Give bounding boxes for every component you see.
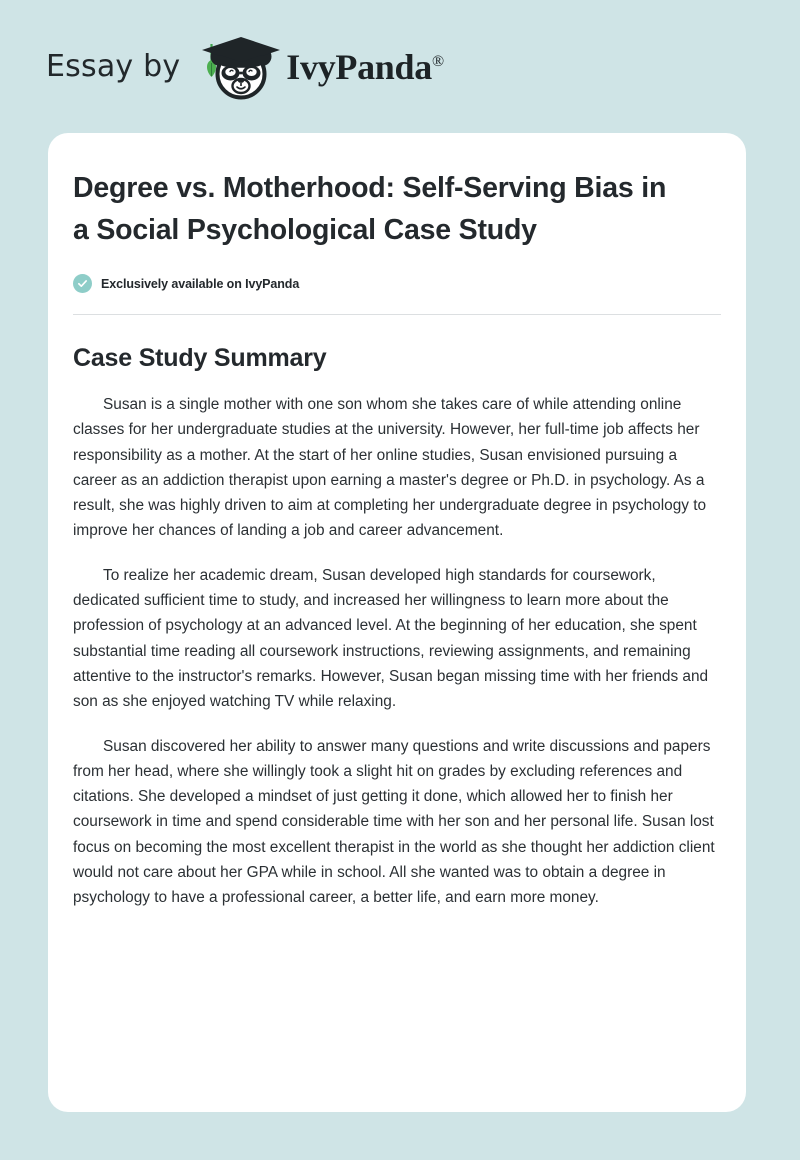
registered-trademark-icon: ® (431, 52, 444, 70)
ivypanda-brand-lockup[interactable] (194, 31, 444, 103)
panda-graduate-logo-icon (194, 31, 290, 103)
page-title: Degree vs. Motherhood: Self-Serving Bias in a Social Psychological Case Study (73, 172, 667, 246)
title-divider (73, 314, 721, 315)
exclusive-availability-label: Exclusively available on IvyPanda (101, 276, 300, 291)
body-paragraph: To realize her academic dream, Susan developed high standards for coursework, dedicated sufficient time to study, and increased her willingness to learn more about the profession of psychology at an advanced level. At the beginning of her education, she spent substantial time reading all coursework instructions, reviewing assignments, and remaining attentive to the instructor's remarks. However, Susan began missing time with her friends and son as she enjoyed watching TV while relaxing. (73, 566, 709, 711)
brand-name-text: IvyPanda (286, 46, 432, 87)
exclusive-availability-badge (73, 274, 721, 293)
document-card (48, 133, 746, 1112)
essay-by-label: Essay by (46, 49, 181, 84)
brand-wordmark (286, 46, 444, 88)
section-heading: Case Study Summary (73, 344, 327, 372)
page-header (0, 0, 800, 133)
body-paragraph: Susan is a single mother with one son whom she takes care of while attending online classes for her undergraduate studies at the university. However, her full-time job affects her responsibility as a mother. At the start of her online studies, Susan envisioned pursuing a career as an addiction therapist upon earning a master's degree or Ph.D. in psychology. As a result, she was highly driven to aim at completing her undergraduate degree in psychology to improve her chances of landing a job and career advancement. (73, 396, 707, 540)
check-circle-icon (73, 274, 92, 293)
body-paragraph: Susan discovered her ability to answer many questions and write discussions and papers from her head, where she willingly took a slight hit on grades by excluding references and citations. She developed a mindset of just getting it done, which allowed her to finish her coursework in time and spend considerable time with her son and her personal life. Susan lost focus on becoming the most excellent therapist in the world as she thought her addiction client would not care about her GPA while in school. All she wanted was to obtain a degree in psychology to have a professional career, a better life, and earn more money. (73, 737, 715, 907)
